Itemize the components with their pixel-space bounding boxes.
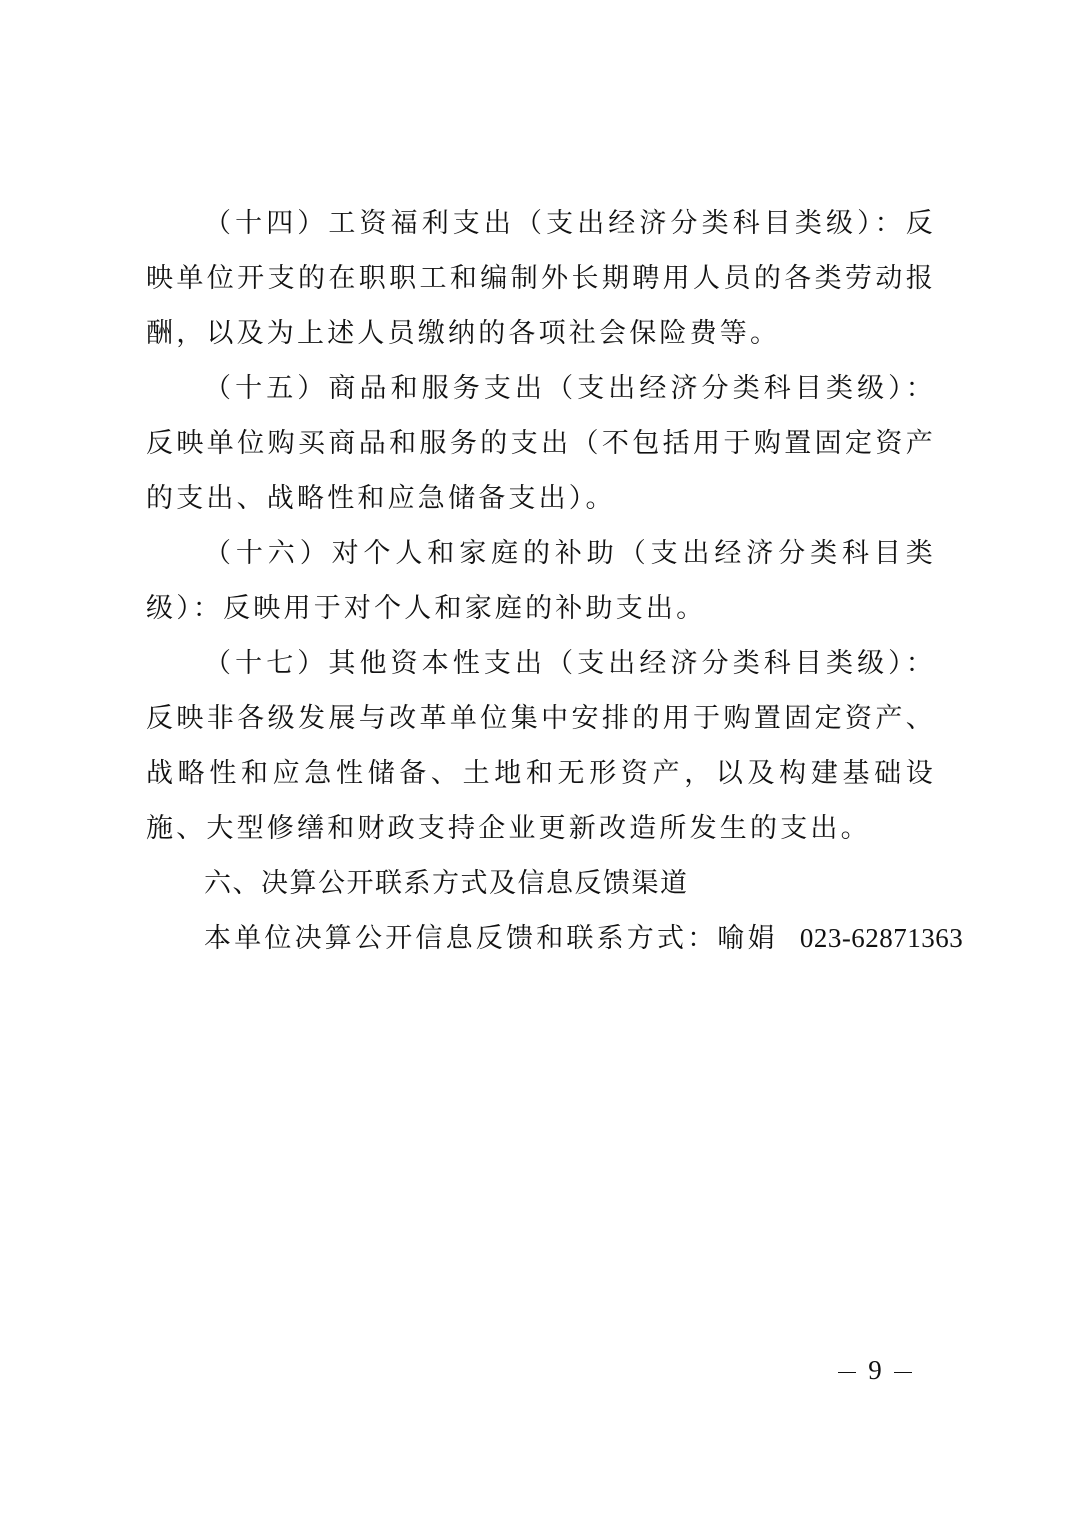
paragraph-other-capital: （十七）其他资本性支出（支出经济分类科目类级）：反映非各级发展与改革单位集中安排的用于购置固定资产、战略性和应急性储备、土地和无形资产，以及构建基础设施、大型修缮和财政支持企业更新改造所发生的支出。 <box>146 648 936 844</box>
paragraph-wage-welfare: （十四）工资福利支出（支出经济分类科目类级）：反映单位开支的在职职工和编制外长期聘用人员的各类劳动报酬，以及为上述人员缴纳的各项社会保险费等。 <box>146 208 936 349</box>
contact-line <box>146 911 964 966</box>
contact-label: 本单位决算公开信息反馈和联系方式：喻娟 <box>204 923 778 954</box>
paragraph-household-subsidy: （十六）对个人和家庭的补助（支出经济分类科目类级）：反映用于对个人和家庭的补助支出。 <box>146 538 936 624</box>
page-number-left-dash <box>838 1372 856 1373</box>
page-number-value: 9 <box>868 1355 882 1385</box>
page-number <box>820 1350 930 1390</box>
page-number-right-dash <box>894 1372 912 1373</box>
page-content <box>146 196 964 966</box>
paragraph-goods-services: （十五）商品和服务支出（支出经济分类科目类级）：反映单位购买商品和服务的支出（不包括用于购置固定资产的支出、战略性和应急储备支出）。 <box>146 373 936 514</box>
section-heading-contact: 六、决算公开联系方式及信息反馈渠道 <box>204 868 689 899</box>
contact-phone: 023-62871363 <box>799 923 964 953</box>
